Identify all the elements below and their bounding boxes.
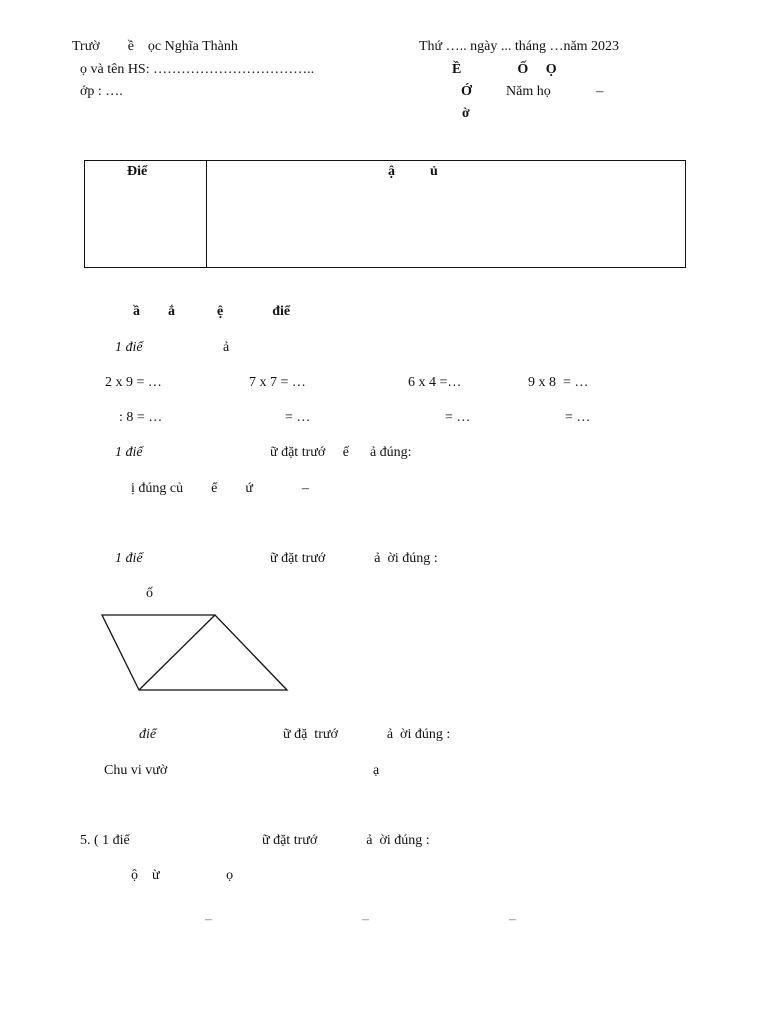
q5-instruction: ữ đặt trướ ả ời đúng : (262, 833, 430, 848)
q5-option-dash-1: – (205, 912, 212, 927)
q2-text: ị đúng củ ể ứ – (131, 481, 309, 496)
q5-text: ộ ừ ọ (131, 868, 234, 883)
teacher-comment-label: ậ ủ (388, 164, 438, 179)
q3-instruction: ữ đặt trướ ả ời đúng : (270, 551, 438, 566)
q1-row1-item-3: 6 x 4 =… (408, 375, 462, 390)
parallelogram-diagonal (139, 615, 215, 690)
q3-text: ố (146, 586, 153, 601)
q5-label: 5. ( 1 điể (80, 833, 130, 848)
q2-label: 1 điể (115, 445, 143, 460)
q1-row1-item-4: 9 x 8 = … (528, 375, 589, 390)
exam-title-line-3: ờ (462, 106, 470, 121)
q5-option-dash-2: – (362, 912, 369, 927)
q1-row2-item-1: : 8 = … (119, 410, 163, 425)
q5-option-dash-3: – (509, 912, 516, 927)
q1-row1-item-1: 2 x 9 = … (105, 375, 162, 390)
q4-text: Chu vi vườ (104, 763, 168, 778)
q1-row2-item-4: = … (565, 410, 591, 425)
q1-label: 1 điể (115, 340, 143, 355)
q4-label: điể (139, 727, 157, 742)
q1-row2-item-2: = … (285, 410, 311, 425)
school-name: Trườ ề ọc Nghĩa Thành (72, 39, 238, 54)
school-year: Năm họ – (506, 84, 604, 99)
student-name-line: ọ và tên HS: …………………………….. (80, 62, 315, 77)
q4-text-end: ạ (373, 763, 380, 778)
section-title: ầ ắ ệ điể (133, 304, 291, 319)
exam-title-line-1: Ề Ố Ọ (452, 62, 557, 77)
parallelogram-outline (102, 615, 287, 690)
q2-instruction: ữ đặt trướ ế ả đúng: (270, 445, 412, 460)
score-label: Điể (127, 164, 148, 179)
exam-title-line-2: Ớ (461, 84, 472, 99)
q4-instruction: ữ đặ trướ ả ời đúng : (283, 727, 451, 742)
q3-label: 1 điể (115, 551, 143, 566)
q1-row2-item-3: = … (445, 410, 471, 425)
date-line: Thứ ….. ngày ... tháng …năm 2023 (419, 39, 620, 54)
class-line: ớp : …. (80, 84, 123, 99)
q1-row1-item-2: 7 x 7 = … (249, 375, 306, 390)
q1-instruction: ả (223, 340, 230, 355)
